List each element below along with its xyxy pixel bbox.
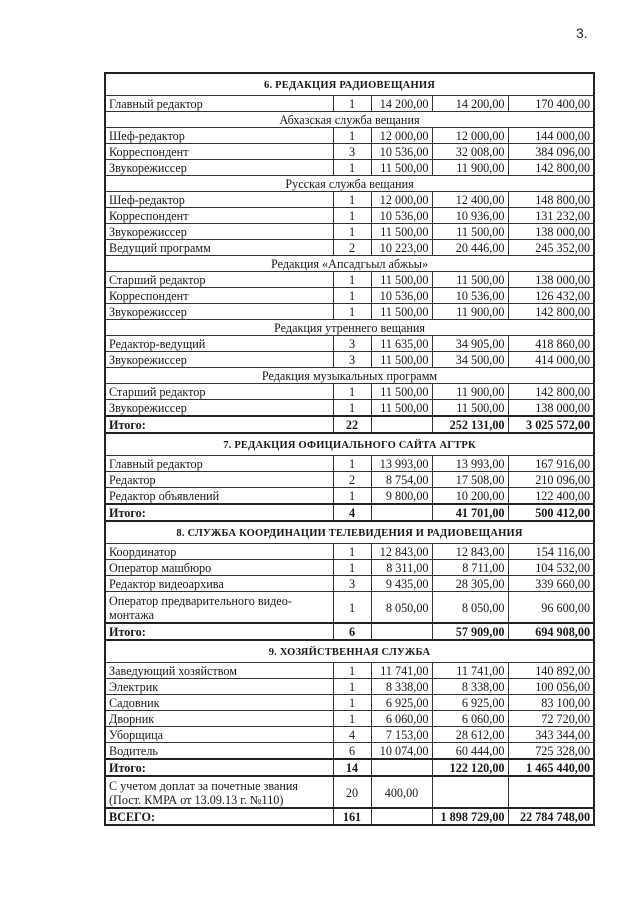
position-cell: Водитель — [105, 743, 333, 760]
quantity-cell: 1 — [333, 544, 371, 560]
position-cell: Редактор видеоархива — [105, 576, 333, 592]
total-monthly: 252 131,00 — [432, 416, 508, 433]
annual-fund-cell: 72 720,00 — [508, 711, 594, 727]
rate-cell: 13 993,00 — [371, 456, 432, 472]
table-row — [105, 96, 594, 112]
annual-fund-cell: 384 096,00 — [508, 144, 594, 160]
quantity-cell: 1 — [333, 304, 371, 320]
quantity-cell: 1 — [333, 224, 371, 240]
rate-cell: 12 000,00 — [371, 128, 432, 144]
annual-fund-cell: 122 400,00 — [508, 488, 594, 505]
monthly-fund-cell: 11 500,00 — [432, 224, 508, 240]
rate-cell: 10 536,00 — [371, 144, 432, 160]
rate-cell: 11 500,00 — [371, 304, 432, 320]
rate-cell: 12 843,00 — [371, 544, 432, 560]
rate-cell: 9 435,00 — [371, 576, 432, 592]
total-quantity: 22 — [333, 416, 371, 433]
allowance-label: С учетом доплат за почетные звания (Пост. КМРА от 13.09.13 г. №110) — [105, 776, 333, 808]
rate-cell: 14 200,00 — [371, 96, 432, 112]
rate-cell: 11 500,00 — [371, 272, 432, 288]
monthly-fund-cell: 12 400,00 — [432, 192, 508, 208]
quantity-cell: 1 — [333, 272, 371, 288]
subsection-header-title: Редакция утреннего вещания — [105, 320, 594, 336]
section-header-title: 9. ХОЗЯЙСТВЕННАЯ СЛУЖБА — [105, 640, 594, 663]
monthly-fund-cell: 12 843,00 — [432, 544, 508, 560]
table-row — [105, 160, 594, 176]
table-row — [105, 192, 594, 208]
annual-fund-cell: 142 800,00 — [508, 304, 594, 320]
total-monthly: 1 898 729,00 — [432, 808, 508, 825]
quantity-cell: 1 — [333, 96, 371, 112]
position-cell: Звукорежиссер — [105, 160, 333, 176]
empty-cell — [508, 776, 594, 808]
rate-cell: 6 925,00 — [371, 695, 432, 711]
position-cell: Звукорежиссер — [105, 400, 333, 417]
monthly-fund-cell: 11 741,00 — [432, 663, 508, 679]
annual-fund-cell: 154 116,00 — [508, 544, 594, 560]
position-cell: Ведущий программ — [105, 240, 333, 256]
table-row — [105, 384, 594, 400]
rate-cell: 6 060,00 — [371, 711, 432, 727]
total-label: Итого: — [105, 759, 333, 776]
annual-fund-cell: 725 328,00 — [508, 743, 594, 760]
total-quantity: 4 — [333, 504, 371, 521]
subsection-header — [105, 368, 594, 384]
position-cell: Звукорежиссер — [105, 304, 333, 320]
total-monthly: 41 701,00 — [432, 504, 508, 521]
monthly-fund-cell: 11 500,00 — [432, 272, 508, 288]
honorary-allowance-row — [105, 776, 594, 808]
rate-cell: 11 500,00 — [371, 224, 432, 240]
rate-cell: 12 000,00 — [371, 192, 432, 208]
table-row — [105, 576, 594, 592]
total-label: ВСЕГО: — [105, 808, 333, 825]
quantity-cell: 2 — [333, 240, 371, 256]
quantity-cell: 3 — [333, 576, 371, 592]
total-quantity: 161 — [333, 808, 371, 825]
quantity-cell: 1 — [333, 288, 371, 304]
rate-cell: 11 500,00 — [371, 160, 432, 176]
table-row — [105, 456, 594, 472]
rate-cell: 10 223,00 — [371, 240, 432, 256]
position-cell: Шеф-редактор — [105, 128, 333, 144]
section-header-title: 6. РЕДАКЦИЯ РАДИОВЕЩАНИЯ — [105, 73, 594, 96]
rate-cell: 10 536,00 — [371, 288, 432, 304]
quantity-cell: 4 — [333, 727, 371, 743]
total-label: Итого: — [105, 623, 333, 640]
allowance-rate: 400,00 — [371, 776, 432, 808]
quantity-cell: 1 — [333, 695, 371, 711]
empty-cell — [371, 504, 432, 521]
table-row — [105, 304, 594, 320]
allowance-quantity: 20 — [333, 776, 371, 808]
position-cell: Оператор предварительного видео-монтажа — [105, 592, 333, 624]
quantity-cell: 3 — [333, 336, 371, 352]
position-cell: Уборщица — [105, 727, 333, 743]
table-row — [105, 288, 594, 304]
monthly-fund-cell: 13 993,00 — [432, 456, 508, 472]
position-cell: Звукорежиссер — [105, 224, 333, 240]
rate-cell: 11 500,00 — [371, 400, 432, 417]
position-cell: Корреспондент — [105, 144, 333, 160]
position-cell: Садовник — [105, 695, 333, 711]
monthly-fund-cell: 6 060,00 — [432, 711, 508, 727]
subsection-header-title: Редакция «Апсадгьыл абжьы» — [105, 256, 594, 272]
table-row — [105, 544, 594, 560]
subsection-header-title: Редакция музыкальных программ — [105, 368, 594, 384]
annual-fund-cell: 131 232,00 — [508, 208, 594, 224]
section-total-row — [105, 759, 594, 776]
annual-fund-cell: 138 000,00 — [508, 272, 594, 288]
annual-fund-cell: 148 800,00 — [508, 192, 594, 208]
table-row — [105, 240, 594, 256]
monthly-fund-cell: 60 444,00 — [432, 743, 508, 760]
rate-cell: 8 338,00 — [371, 679, 432, 695]
subsection-header — [105, 176, 594, 192]
position-cell: Шеф-редактор — [105, 192, 333, 208]
rate-cell: 11 500,00 — [371, 384, 432, 400]
table-row — [105, 488, 594, 505]
total-annual: 3 025 572,00 — [508, 416, 594, 433]
quantity-cell: 6 — [333, 743, 371, 760]
position-cell: Старший редактор — [105, 272, 333, 288]
rate-cell: 9 800,00 — [371, 488, 432, 505]
staffing-table-body — [105, 73, 594, 825]
annual-fund-cell: 170 400,00 — [508, 96, 594, 112]
section-total-row — [105, 416, 594, 433]
monthly-fund-cell: 8 338,00 — [432, 679, 508, 695]
quantity-cell: 3 — [333, 144, 371, 160]
monthly-fund-cell: 10 536,00 — [432, 288, 508, 304]
annual-fund-cell: 245 352,00 — [508, 240, 594, 256]
monthly-fund-cell: 10 936,00 — [432, 208, 508, 224]
quantity-cell: 1 — [333, 456, 371, 472]
section-total-row — [105, 504, 594, 521]
total-quantity: 6 — [333, 623, 371, 640]
total-annual: 694 908,00 — [508, 623, 594, 640]
total-monthly: 122 120,00 — [432, 759, 508, 776]
table-row — [105, 727, 594, 743]
empty-cell — [371, 623, 432, 640]
table-row — [105, 592, 594, 624]
total-quantity: 14 — [333, 759, 371, 776]
quantity-cell: 1 — [333, 160, 371, 176]
monthly-fund-cell: 34 905,00 — [432, 336, 508, 352]
monthly-fund-cell: 17 508,00 — [432, 472, 508, 488]
rate-cell: 8 050,00 — [371, 592, 432, 624]
table-row — [105, 128, 594, 144]
monthly-fund-cell: 11 900,00 — [432, 304, 508, 320]
total-label: Итого: — [105, 504, 333, 521]
total-monthly: 57 909,00 — [432, 623, 508, 640]
subsection-header-title: Русская служба вещания — [105, 176, 594, 192]
rate-cell: 11 500,00 — [371, 352, 432, 368]
table-row — [105, 144, 594, 160]
total-annual: 22 784 748,00 — [508, 808, 594, 825]
grand-total-row — [105, 808, 594, 825]
position-cell: Редактор-ведущий — [105, 336, 333, 352]
rate-cell: 10 074,00 — [371, 743, 432, 760]
quantity-cell: 1 — [333, 128, 371, 144]
annual-fund-cell: 140 892,00 — [508, 663, 594, 679]
annual-fund-cell: 142 800,00 — [508, 160, 594, 176]
monthly-fund-cell: 32 008,00 — [432, 144, 508, 160]
quantity-cell: 1 — [333, 208, 371, 224]
monthly-fund-cell: 11 900,00 — [432, 160, 508, 176]
quantity-cell: 1 — [333, 663, 371, 679]
empty-cell — [371, 759, 432, 776]
section-header-title: 7. РЕДАКЦИЯ ОФИЦИАЛЬНОГО САЙТА АГТРК — [105, 433, 594, 456]
subsection-header — [105, 256, 594, 272]
quantity-cell: 1 — [333, 488, 371, 505]
annual-fund-cell: 339 660,00 — [508, 576, 594, 592]
table-row — [105, 743, 594, 760]
rate-cell: 11 741,00 — [371, 663, 432, 679]
position-cell: Дворник — [105, 711, 333, 727]
monthly-fund-cell: 28 305,00 — [432, 576, 508, 592]
table-row — [105, 711, 594, 727]
monthly-fund-cell: 11 500,00 — [432, 400, 508, 417]
table-row — [105, 560, 594, 576]
section-header — [105, 640, 594, 663]
monthly-fund-cell: 34 500,00 — [432, 352, 508, 368]
quantity-cell: 1 — [333, 711, 371, 727]
position-cell: Корреспондент — [105, 208, 333, 224]
monthly-fund-cell: 6 925,00 — [432, 695, 508, 711]
monthly-fund-cell: 8 050,00 — [432, 592, 508, 624]
annual-fund-cell: 126 432,00 — [508, 288, 594, 304]
annual-fund-cell: 414 000,00 — [508, 352, 594, 368]
position-cell: Звукорежиссер — [105, 352, 333, 368]
position-cell: Редактор объявлений — [105, 488, 333, 505]
table-row — [105, 695, 594, 711]
quantity-cell: 3 — [333, 352, 371, 368]
position-cell: Электрик — [105, 679, 333, 695]
empty-cell — [432, 776, 508, 808]
page-number: 3. — [576, 25, 588, 41]
table-row — [105, 224, 594, 240]
quantity-cell: 1 — [333, 192, 371, 208]
rate-cell: 8 311,00 — [371, 560, 432, 576]
subsection-header — [105, 320, 594, 336]
annual-fund-cell: 144 000,00 — [508, 128, 594, 144]
position-cell: Старший редактор — [105, 384, 333, 400]
table-row — [105, 400, 594, 417]
position-cell: Редактор — [105, 472, 333, 488]
section-header — [105, 521, 594, 544]
table-row — [105, 208, 594, 224]
annual-fund-cell: 138 000,00 — [508, 400, 594, 417]
annual-fund-cell: 138 000,00 — [508, 224, 594, 240]
annual-fund-cell: 104 532,00 — [508, 560, 594, 576]
quantity-cell: 1 — [333, 679, 371, 695]
table-row — [105, 336, 594, 352]
position-cell: Заведующий хозяйством — [105, 663, 333, 679]
monthly-fund-cell: 8 711,00 — [432, 560, 508, 576]
rate-cell: 7 153,00 — [371, 727, 432, 743]
section-header — [105, 433, 594, 456]
rate-cell: 10 536,00 — [371, 208, 432, 224]
rate-cell: 11 635,00 — [371, 336, 432, 352]
monthly-fund-cell: 14 200,00 — [432, 96, 508, 112]
quantity-cell: 2 — [333, 472, 371, 488]
annual-fund-cell: 100 056,00 — [508, 679, 594, 695]
empty-cell — [371, 416, 432, 433]
subsection-header-title: Абхазская служба вещания — [105, 112, 594, 128]
annual-fund-cell: 210 096,00 — [508, 472, 594, 488]
section-header-title: 8. СЛУЖБА КООРДИНАЦИИ ТЕЛЕВИДЕНИЯ И РАДИОВЕЩАНИЯ — [105, 521, 594, 544]
table-row — [105, 679, 594, 695]
monthly-fund-cell: 11 900,00 — [432, 384, 508, 400]
monthly-fund-cell: 10 200,00 — [432, 488, 508, 505]
position-cell: Координатор — [105, 544, 333, 560]
table-row — [105, 272, 594, 288]
table-row — [105, 352, 594, 368]
empty-cell — [371, 808, 432, 825]
quantity-cell: 1 — [333, 400, 371, 417]
annual-fund-cell: 418 860,00 — [508, 336, 594, 352]
quantity-cell: 1 — [333, 560, 371, 576]
annual-fund-cell: 83 100,00 — [508, 695, 594, 711]
annual-fund-cell: 96 600,00 — [508, 592, 594, 624]
section-total-row — [105, 623, 594, 640]
monthly-fund-cell: 20 446,00 — [432, 240, 508, 256]
monthly-fund-cell: 12 000,00 — [432, 128, 508, 144]
position-cell: Корреспондент — [105, 288, 333, 304]
total-label: Итого: — [105, 416, 333, 433]
section-header — [105, 73, 594, 96]
monthly-fund-cell: 28 612,00 — [432, 727, 508, 743]
position-cell: Главный редактор — [105, 96, 333, 112]
table-row — [105, 663, 594, 679]
annual-fund-cell: 167 916,00 — [508, 456, 594, 472]
annual-fund-cell: 343 344,00 — [508, 727, 594, 743]
rate-cell: 8 754,00 — [371, 472, 432, 488]
total-annual: 500 412,00 — [508, 504, 594, 521]
position-cell: Оператор машбюро — [105, 560, 333, 576]
subsection-header — [105, 112, 594, 128]
annual-fund-cell: 142 800,00 — [508, 384, 594, 400]
table-row — [105, 472, 594, 488]
quantity-cell: 1 — [333, 592, 371, 624]
position-cell: Главный редактор — [105, 456, 333, 472]
staffing-table — [104, 72, 595, 826]
quantity-cell: 1 — [333, 384, 371, 400]
total-annual: 1 465 440,00 — [508, 759, 594, 776]
